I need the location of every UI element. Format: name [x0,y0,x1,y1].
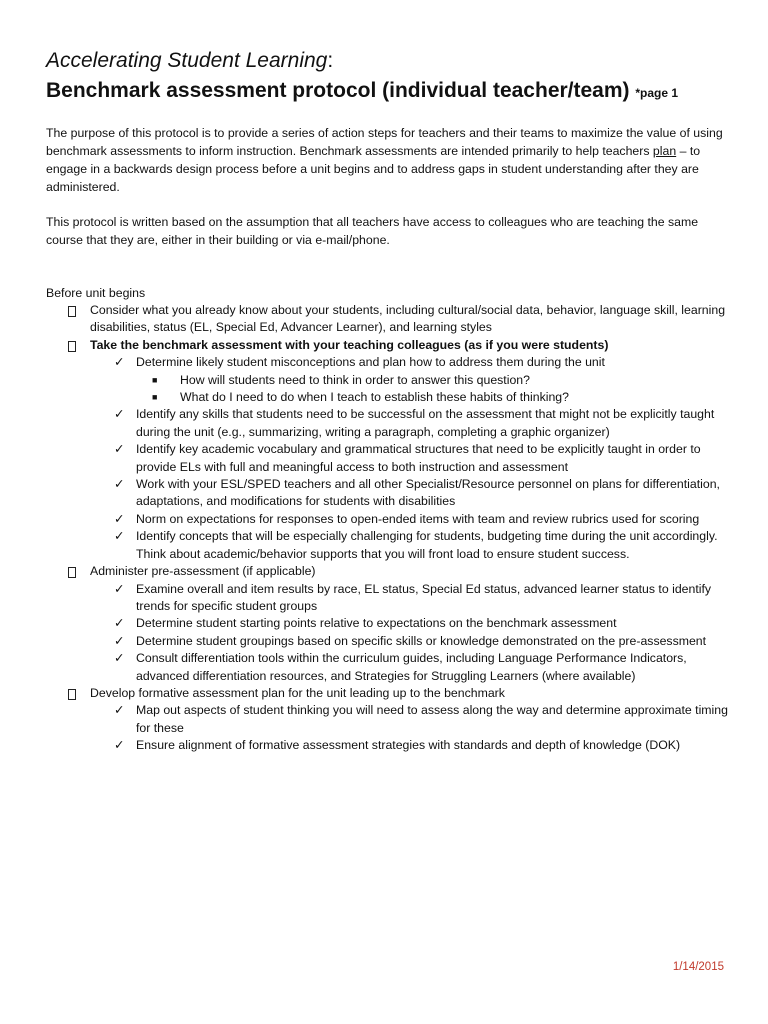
checkmark-icon: ✓ [114,442,125,457]
sub-sub-list-item [46,389,736,406]
checkmark-icon: ✓ [114,738,125,753]
sub-list-item-text: Identify any skills that students need to be successful on the assessment that might not be explicitly taught during the unit (e.g., summarizing, writing a paragraph, completing a graphic organizer) [136,407,715,439]
sub-list-item [46,354,736,371]
checkmark-icon: ✓ [114,355,125,370]
sub-list-item-text: Norm on expectations for responses to open-ended items with team and review rubrics used for scoring [136,511,700,526]
document-content [46,46,736,755]
list-item [46,685,736,702]
sub-list-item [46,615,736,632]
sub-list-item [46,528,736,563]
checkmark-icon: ✓ [114,407,125,422]
sub-list-item [46,406,736,441]
section-title: Before unit begins [46,286,146,300]
sub-sub-list-item-text: What do I need to do when I teach to establish these habits of thinking? [180,390,569,405]
footer-date: 1/14/2015 [672,961,724,973]
sub-list-item [46,511,736,528]
sub-list-item [46,633,736,650]
sub-list-item [46,441,736,476]
intro-paragraph-2: This protocol is written based on the assumption that all teachers have access to colleagues who are teaching the same course that they are, either in their building or via e-mail/phone. [46,215,699,247]
protocol-list [46,302,736,755]
square-bullet-icon: ■ [152,374,158,385]
list-item-text: Take the benchmark assessment with your teaching colleagues (as if you were students) [90,337,609,352]
sub-list-item [46,581,736,616]
checkmark-icon: ✓ [114,529,125,544]
intro-p1-underlined: plan [652,144,677,158]
sub-sub-list-item-text: How will students need to think in order to answer this question? [180,372,530,387]
intro-p1-part2: – to engage in a backwards design process before a unit begins and to address gaps in student understanding after they are administered. [46,144,701,194]
sub-list-item [46,650,736,685]
title-main: Benchmark assessment protocol (individual teacher/team) [46,79,630,102]
sub-list-item-text: Examine overall and item results by race, EL status, Special Ed status, advanced learner status to identify trends for specific student groups [136,581,712,613]
sub-list-item-text: Identify concepts that will be especially challenging for students, budgeting time during the unit accordingly. Think about academic/behavior supports that you will front load to ensure student success. [136,529,718,561]
intro-paragraph-1 [46,124,736,196]
list-item-text: Consider what you already know about your students, including cultural/social data, behavior, language skill, learning disabilities, status (EL, Special Ed, Advancer Learner), and learning styles [90,303,726,335]
document-subtitle [46,76,736,108]
sub-list-item [46,702,736,737]
sub-list-item [46,737,736,754]
checkmark-icon: ✓ [114,511,125,526]
sub-list-item-text: Work with your ESL/SPED teachers and all other Specialist/Resource personnel on plans for differentiation, adaptations, and modifications for students with disabilities [136,477,720,509]
sub-list-item-text: Determine student starting points relative to expectations on the benchmark assessment [136,616,617,631]
checkmark-icon: ✓ [114,703,125,718]
checkbox-square-icon [68,302,76,322]
list-item [46,302,736,337]
list-item-text: Develop formative assessment plan for the unit leading up to the benchmark [90,685,505,700]
sub-list-item-text: Determine student groupings based on specific skills or knowledge demonstrated on the pre-assessment [136,633,707,648]
list-item [46,563,736,580]
title-colon: : [327,49,334,72]
list-item [46,337,736,354]
checkmark-icon: ✓ [114,581,125,596]
sub-list-item-text: Map out aspects of student thinking you will need to assess along the way and determine approximate timing for these [136,703,728,735]
sub-list-item-text: Consult differentiation tools within the curriculum guides, including Language Performance Indicators, advanced differentiation resources, and Strategies for Struggling Learners (where available) [136,651,687,683]
page-note: *page 1 [635,86,679,100]
checkmark-icon: ✓ [114,633,125,648]
checkmark-icon: ✓ [114,651,125,666]
document-title [46,46,736,76]
sub-list-item-text: Ensure alignment of formative assessment strategies with standards and depth of knowledge (DOK) [136,738,681,753]
sub-list-item-text: Determine likely student misconceptions and plan how to address them during the unit [136,355,605,370]
title-prefix: Accelerating Student Learning [46,49,328,72]
list-item-text: Administer pre-assessment (if applicable) [90,564,316,579]
checkmark-icon: ✓ [114,616,125,631]
square-bullet-icon: ■ [152,392,158,403]
sub-list-item [46,476,736,511]
checkmark-icon: ✓ [114,477,125,492]
sub-sub-list-item [46,372,736,389]
intro-p1-part1: The purpose of this protocol is to provide a series of action steps for teachers and their teams to maximize the value of using benchmark assessments to inform instruction. Benchmark assessments are intended primarily to help teachers [46,126,723,158]
sub-list-item-text: Identify key academic vocabulary and grammatical structures that need to be explicitly taught in order to provide ELs with full and meaningful access to both instruction and assessment [136,442,701,474]
